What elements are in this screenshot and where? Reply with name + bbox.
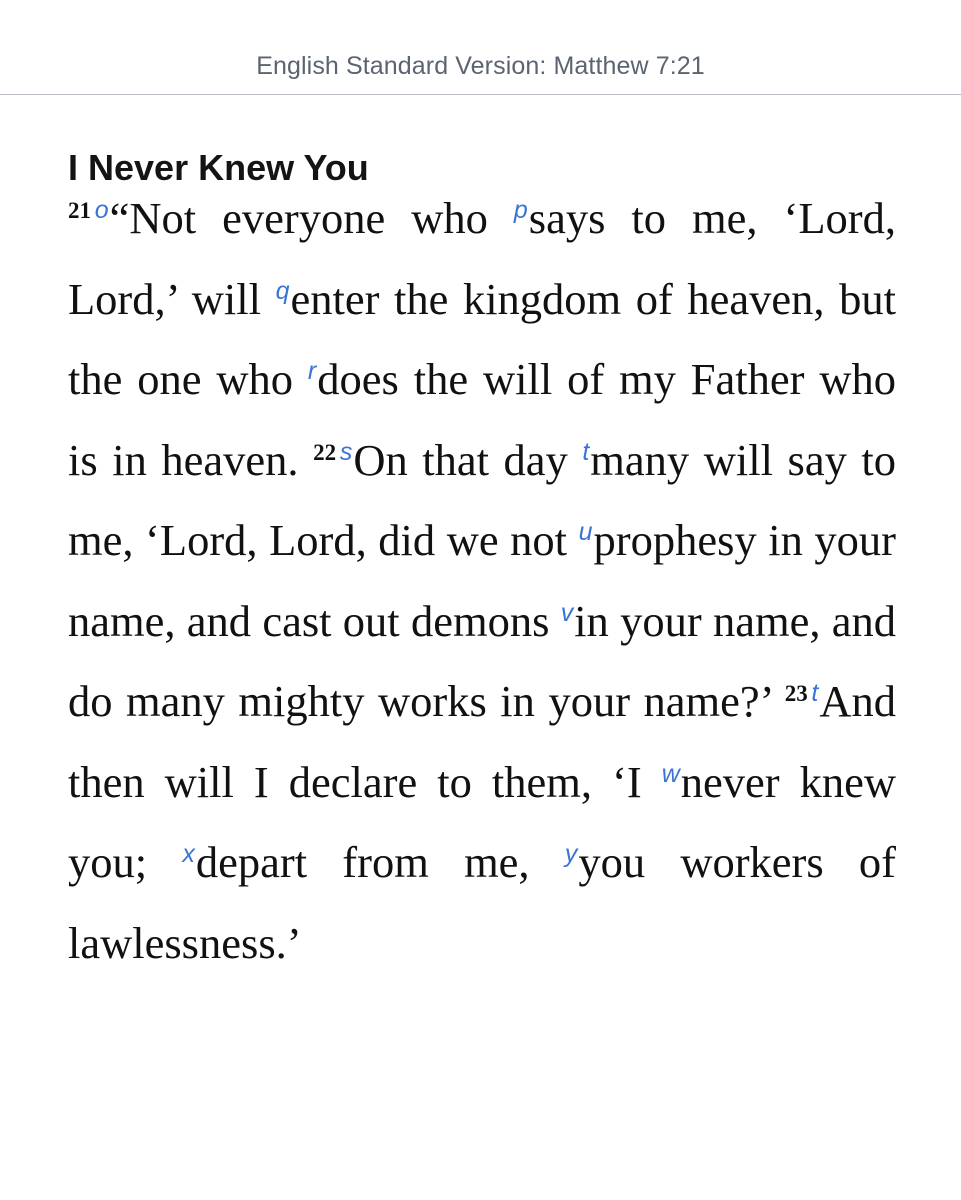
verse-text: never knew you; bbox=[68, 756, 896, 887]
section-heading: I Never Knew You bbox=[68, 147, 369, 188]
cross-reference-v[interactable]: v bbox=[560, 598, 574, 627]
cross-reference-t[interactable]: t bbox=[582, 437, 590, 466]
cross-reference-w[interactable]: w bbox=[661, 759, 680, 788]
verse-number-21: 21 bbox=[68, 198, 91, 223]
cross-reference-y[interactable]: y bbox=[564, 840, 578, 868]
verse-text: many will say to me, ‘Lord, Lord, did we not bbox=[68, 434, 896, 565]
verse-text: prophesy in your name, and cast out demons bbox=[68, 515, 896, 646]
cross-reference-r[interactable]: r bbox=[307, 357, 317, 385]
header-bar bbox=[0, 0, 961, 95]
header-title: English Standard Version: Matthew 7:21 bbox=[256, 52, 705, 80]
reader-content bbox=[68, 140, 896, 983]
cross-reference-t[interactable]: t bbox=[811, 679, 819, 707]
verse-text: you workers of lawlessness.’ bbox=[68, 837, 896, 968]
verse-text: depart from me, bbox=[195, 837, 565, 887]
cross-reference-u[interactable]: u bbox=[578, 518, 593, 546]
verse-text: does the will of my Father who is in heaven. bbox=[68, 354, 896, 485]
scripture-passage bbox=[68, 178, 896, 983]
cross-reference-p[interactable]: p bbox=[513, 196, 528, 224]
cross-reference-o[interactable]: o bbox=[94, 196, 109, 224]
cross-reference-s[interactable]: s bbox=[339, 437, 353, 466]
verse-text: On that day bbox=[353, 434, 583, 485]
verse-number-23: 23 bbox=[784, 681, 808, 706]
verse-text: enter the kingdom of heaven, but the one who bbox=[68, 273, 897, 404]
verse-text: And then will I declare to them, ‘I bbox=[68, 676, 896, 807]
verse-text: “Not everyone who bbox=[109, 193, 514, 243]
cross-reference-q[interactable]: q bbox=[275, 276, 290, 305]
verse-text: says to me, ‘Lord, Lord,’ will bbox=[68, 193, 896, 324]
verse-number-22: 22 bbox=[313, 439, 337, 465]
cross-reference-x[interactable]: x bbox=[182, 840, 195, 868]
verse-text: in your name, and do many mighty works in your name?’ bbox=[68, 595, 896, 726]
